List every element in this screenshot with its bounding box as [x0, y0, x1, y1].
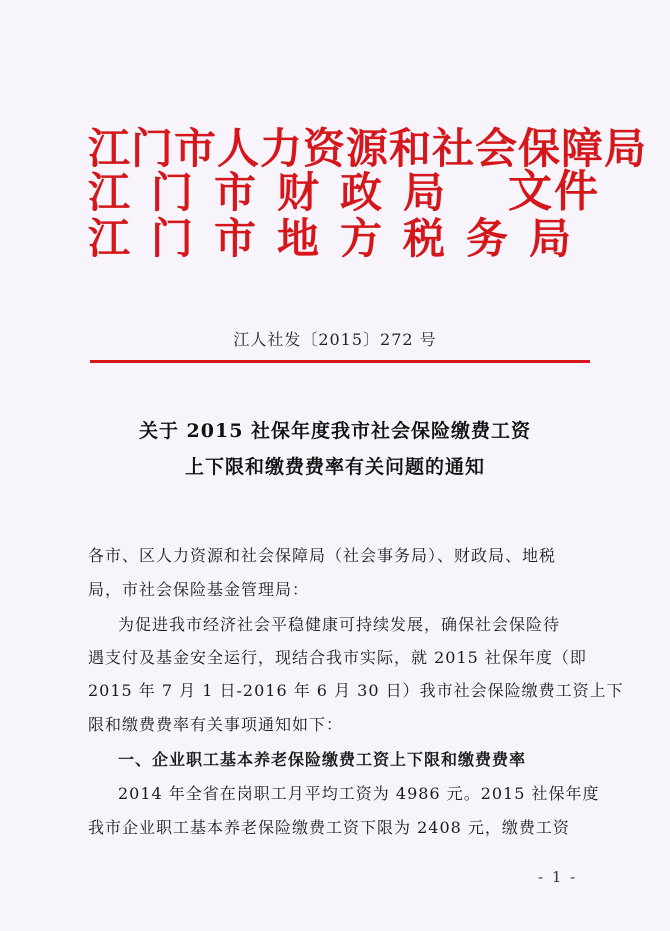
body-paragraph-line: 2015 年 7 月 1 日-2016 年 6 月 30 日）我市社会保险缴费工资上下 [88, 681, 624, 700]
letterhead-file-word: 文件 [508, 166, 600, 217]
issuer-char: 江 [88, 168, 131, 217]
body-paragraph-line: 限和缴费费率有关事项通知如下： [88, 715, 344, 734]
issuer-char: 方 [340, 214, 383, 263]
body-paragraph-line: 我市企业职工基本养老保险缴费工资下限为 2408 元，缴费工资 [88, 818, 570, 837]
body-paragraph-line: 为促进我市经济社会平稳健康可持续发展，确保社会保险待 [118, 615, 561, 634]
issuer-char: 江 [88, 214, 131, 263]
section-heading-1: 一、企业职工基本养老保险缴费工资上下限和缴费费率 [118, 750, 527, 769]
page-number: - 1 - [538, 868, 578, 886]
issuer-name-hrss: 江门市人力资源和社会保障局 [88, 124, 648, 173]
body-paragraph-line: 遇支付及基金安全运行，现结合我市实际，就 2015 社保年度（即 [88, 648, 587, 667]
issuer-char: 政 [340, 168, 383, 217]
document-title-line-1: 关于 2015 社保年度我市社会保险缴费工资 [138, 420, 532, 442]
body-addressee-line-1: 各市、区人力资源和社会保障局（社会事务局）、财政局、地税 [88, 546, 557, 565]
body-paragraph-line: 2014 年全省在岗职工月平均工资为 4986 元。2015 社保年度 [118, 784, 600, 803]
body-addressee-line-2: 局，市社会保险基金管理局： [88, 580, 310, 599]
issuer-char: 地 [277, 214, 320, 263]
issuer-char: 税 [403, 214, 446, 263]
issuer-char: 市 [214, 168, 257, 217]
document-title-line-2: 上下限和缴费费率有关问题的通知 [184, 456, 485, 478]
issuer-char: 局 [529, 214, 572, 263]
issuer-char: 市 [214, 214, 257, 263]
issuer-char: 财 [277, 168, 320, 217]
issuer-char: 门 [151, 168, 194, 217]
issuer-char: 门 [151, 214, 194, 263]
red-divider-line [90, 360, 590, 363]
issuer-name-finance [88, 168, 466, 217]
issuer-name-tax [88, 214, 592, 263]
issuer-char: 务 [466, 214, 509, 263]
issuer-char: 局 [403, 168, 446, 217]
document-number: 江人社发〔2015〕272 号 [233, 330, 437, 349]
